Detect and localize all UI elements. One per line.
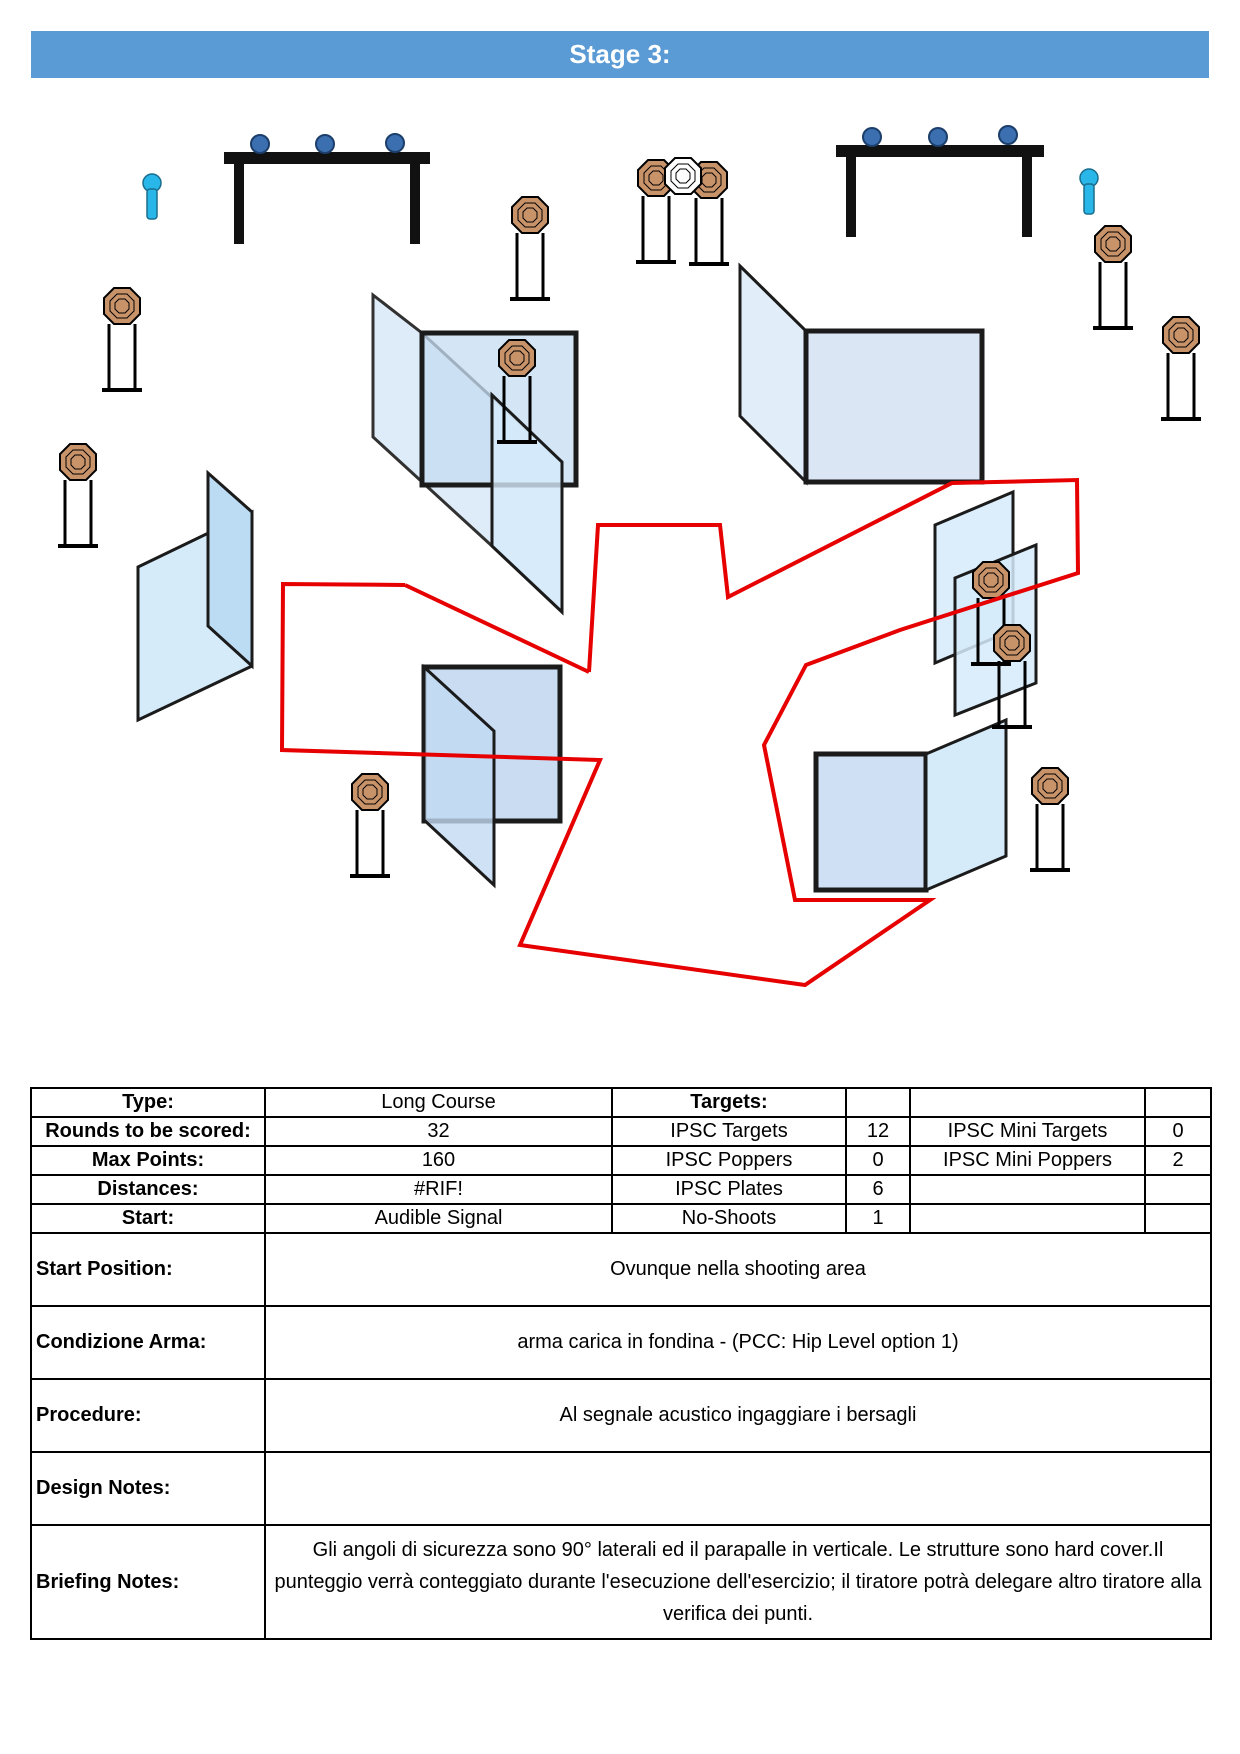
type-value: Long Course [265, 1088, 612, 1117]
briefing-notes-value: Gli angoli di sicurezza sono 90° laterali ed il parapalle in verticale. Le strutture sono hard cover.Il punteggio verrà conteggiato durante l'esecuzione dell'esercizio; il tiratore potrà delegare altro tiratore alla verifica dei punti. [265, 1525, 1211, 1639]
empty-cell [910, 1175, 1145, 1204]
ipsc-targets-label: IPSC Targets [612, 1117, 846, 1146]
design-notes-label: Design Notes: [31, 1452, 265, 1525]
empty-cell [1145, 1175, 1211, 1204]
plate-rack-left [224, 134, 430, 244]
empty-cell [910, 1088, 1145, 1117]
steel-plate-icon [929, 128, 947, 146]
mini-popper-icon [143, 174, 161, 219]
steel-plate-icon [386, 134, 404, 152]
distances-value: #RIF! [265, 1175, 612, 1204]
maxpoints-value: 160 [265, 1146, 612, 1175]
start-position-value: Ovunque nella shooting area [265, 1233, 1211, 1306]
design-notes-value [265, 1452, 1211, 1525]
ipsc-target-icon [1161, 317, 1201, 419]
start-value: Audible Signal [265, 1204, 612, 1233]
ipsc-target-icon [1030, 768, 1070, 870]
steel-plate-icon [316, 135, 334, 153]
mini-targets-value: 0 [1145, 1117, 1211, 1146]
maxpoints-label: Max Points: [31, 1146, 265, 1175]
start-position-label: Start Position: [31, 1233, 265, 1306]
targets-header: Targets: [612, 1088, 846, 1117]
type-label: Type: [31, 1088, 265, 1117]
mini-popper-icon [1080, 169, 1098, 214]
ipsc-plates-value: 6 [846, 1175, 910, 1204]
condizione-value: arma carica in fondina - (PCC: Hip Level option 1) [265, 1306, 1211, 1379]
no-shoots-label: No-Shoots [612, 1204, 846, 1233]
ipsc-poppers-label: IPSC Poppers [612, 1146, 846, 1175]
ipsc-plates-label: IPSC Plates [612, 1175, 846, 1204]
mini-targets-label: IPSC Mini Targets [910, 1117, 1145, 1146]
ipsc-target-icon [102, 288, 142, 390]
steel-plate-icon [251, 135, 269, 153]
rounds-value: 32 [265, 1117, 612, 1146]
ipsc-targets-value: 12 [846, 1117, 910, 1146]
no-shoots-value: 1 [846, 1204, 910, 1233]
condizione-label: Condizione Arma: [31, 1306, 265, 1379]
walls [138, 266, 1036, 890]
procedure-label: Procedure: [31, 1379, 265, 1452]
ipsc-poppers-value: 0 [846, 1146, 910, 1175]
stage-title: Stage 3: [31, 31, 1209, 78]
mini-poppers-value: 2 [1145, 1146, 1211, 1175]
steel-plate-icon [863, 128, 881, 146]
empty-cell [846, 1088, 910, 1117]
steel-plate-icon [999, 126, 1017, 144]
rounds-label: Rounds to be scored: [31, 1117, 265, 1146]
no-shoot-icon [665, 158, 701, 194]
start-label: Start: [31, 1204, 265, 1233]
distances-label: Distances: [31, 1175, 265, 1204]
empty-cell [1145, 1204, 1211, 1233]
ipsc-target-icon [58, 444, 98, 546]
procedure-value: Al segnale acustico ingaggiare i bersagli [265, 1379, 1211, 1452]
briefing-notes-label: Briefing Notes: [31, 1525, 265, 1639]
ipsc-target-icon [1093, 226, 1133, 328]
stage-diagram [0, 90, 1240, 990]
ipsc-target-icon [510, 197, 550, 299]
empty-cell [1145, 1088, 1211, 1117]
ipsc-target-icon [350, 774, 390, 876]
stage-info-table [30, 1087, 1212, 1640]
mini-poppers-label: IPSC Mini Poppers [910, 1146, 1145, 1175]
empty-cell [910, 1204, 1145, 1233]
plate-rack-right [836, 126, 1044, 237]
